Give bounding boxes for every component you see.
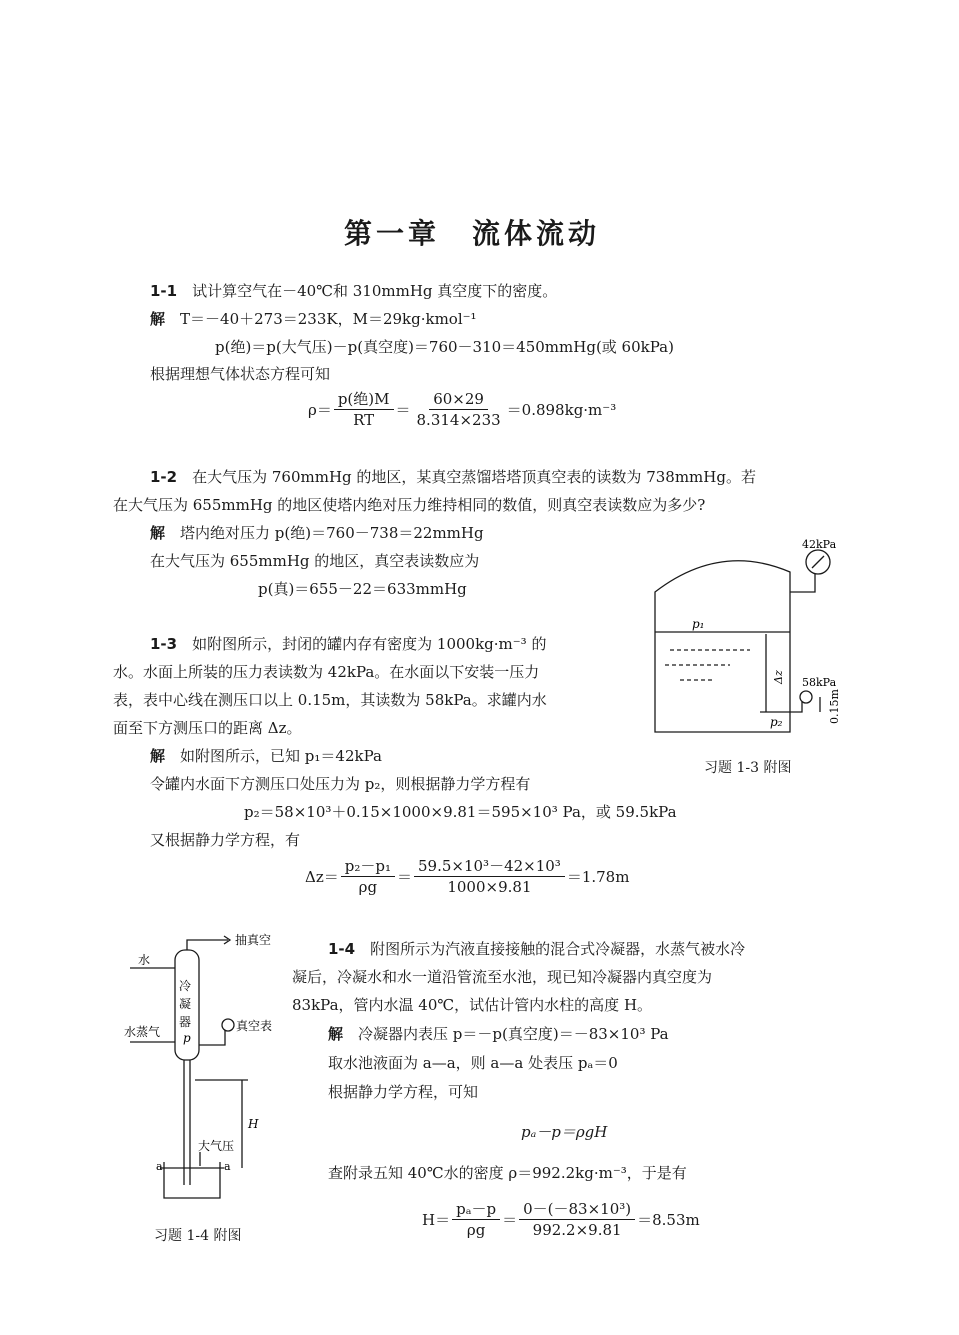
solution-label: 解 [150, 310, 166, 328]
side-gauge-pipe [790, 702, 802, 712]
problem-1-3-question-a [150, 633, 546, 654]
eq-rhs: ＝8.53m [637, 1211, 700, 1229]
problem-1-3-sol-line3: p₂＝58×10³＋0.15×1000×9.81＝595×10³ Pa，或 59.5kPa [244, 803, 677, 821]
a-right-label: a [224, 1160, 231, 1173]
problem-number: 1-3 [150, 635, 178, 653]
fraction [413, 390, 505, 429]
problem-1-1-sol-line3: 根据理想气体状态方程可知 [150, 365, 331, 383]
eq-lhs: H＝ [422, 1211, 451, 1229]
question-text: 如附图所示，封闭的罐内存有密度为 1000kg·m⁻³ 的 [192, 635, 547, 653]
p2-label: p₂ [770, 715, 783, 729]
H-label: H [248, 1117, 259, 1131]
solution-label: 解 [150, 524, 166, 542]
vacuum-gauge-label: 真空表 [236, 1019, 273, 1033]
gauge-needle [812, 556, 824, 568]
problem-1-2-sol-line1 [150, 522, 484, 543]
steam-in-label: 水蒸气 [124, 1025, 161, 1039]
problem-1-1-sol-line2: p(绝)＝p(大气压)－p(真空度)＝760－310＝450mmHg(或 60kPa) [215, 338, 674, 356]
problem-1-3-sol-line2: 令罐内水面下方测压口处压力为 p₂，则根据静力学方程有 [150, 775, 531, 793]
vacuum-gauge-icon [222, 1019, 234, 1031]
question-text: 在大气压为 760mmHg 的地区，某真空蒸馏塔塔顶真空表的读数为 738mmHg。若 [192, 468, 756, 486]
problem-1-3-question-c: 表，表中心线在测压口以上 0.15m，其读数为 58kPa。求罐内水 [113, 691, 547, 709]
problem-1-2-sol-line2: 在大气压为 655mmHg 的地区，真空表读数应为 [150, 552, 480, 570]
denominator: ρg [358, 878, 378, 896]
eq-rhs: ＝0.898kg·m⁻³ [506, 401, 617, 419]
denominator: 8.314×233 [416, 411, 501, 429]
problem-1-4-question-c: 83kPa，管内水温 40℃，试估计管内水柱的高度 H。 [292, 996, 653, 1014]
eq-rhs: ＝1.78m [566, 868, 630, 886]
problem-1-4-question-b: 凝后，冷凝水和水一道沿管流至水池，现已知冷凝器内真空度为 [292, 968, 713, 986]
problem-1-4-sol-line1 [328, 1023, 669, 1044]
figure-1-3-caption: 习题 1-3 附图 [704, 760, 792, 776]
side-gauge-icon [800, 691, 812, 703]
gauge-pipe [199, 1030, 225, 1045]
question-text: 试计算空气在－40℃和 310mmHg 真空度下的密度。 [192, 282, 558, 300]
problem-1-2-sol-line3: p(真)＝655－22＝633mmHg [258, 580, 467, 598]
figure-1-4-condenser-diagram [120, 930, 290, 1210]
condenser-label-1: 冷 [179, 979, 192, 993]
numerator: p(绝)M [334, 390, 394, 410]
eq-op: ＝ [502, 1211, 518, 1229]
fraction [519, 1200, 635, 1239]
vacuum-pipe [187, 940, 228, 950]
denominator: 992.2×9.81 [532, 1221, 622, 1239]
problem-1-4-sol-line2: 取水池液面为 a—a，则 a—a 处表压 pₐ＝0 [328, 1054, 618, 1072]
dz-label: Δz [772, 670, 785, 684]
fraction [341, 857, 395, 896]
p-label: p [183, 1031, 191, 1045]
condenser-label-3: 器 [179, 1015, 192, 1029]
top-gauge-pipe [790, 574, 815, 592]
problem-1-3-equation [305, 857, 629, 896]
gauge-side-label: 58kPa [802, 676, 837, 689]
problem-1-3-sol-line1 [150, 745, 382, 766]
solution-text: 冷凝器内表压 p＝－p(真空度)＝－83×10³ Pa [358, 1025, 669, 1043]
problem-1-4-equation [422, 1200, 700, 1239]
condenser-label-2: 凝 [179, 997, 192, 1011]
problem-1-3-question-d: 面至下方测压口的距离 Δz。 [113, 719, 302, 737]
figure-1-3-tank-diagram [640, 532, 850, 747]
denominator: RT [353, 411, 375, 429]
denominator: 1000×9.81 [447, 878, 532, 896]
fraction [334, 390, 394, 429]
p1-label: p₁ [692, 617, 705, 631]
problem-1-4-static-equation: pₐ－p＝ρgH [521, 1123, 608, 1141]
question-text: 附图所示为汽液直接接触的混合式冷凝器，水蒸气被水冷 [370, 940, 746, 958]
problem-number: 1-2 [150, 468, 178, 486]
eq-lhs: Δz＝ [305, 868, 339, 886]
problem-1-4-sol-line5: 查附录五知 40℃水的密度 ρ＝992.2kg·m⁻³，于是有 [328, 1164, 687, 1182]
problem-number: 1-1 [150, 282, 178, 300]
solution-label: 解 [328, 1025, 344, 1043]
problem-1-4-sol-line3: 根据静力学方程，可知 [328, 1083, 479, 1101]
solution-label: 解 [150, 747, 166, 765]
problem-1-2-question-b: 在大气压为 655mmHg 的地区使塔内绝对压力维持相同的数值，则真空表读数应为多少? [113, 496, 706, 514]
numerator: 0－(－83×10³) [519, 1200, 635, 1220]
problem-1-4-question-a [328, 938, 745, 959]
tank-outline [655, 561, 790, 732]
problem-1-1-question [150, 280, 557, 301]
a-left-label: a [156, 1160, 163, 1173]
problem-1-3-question-b: 水。水面上所装的压力表读数为 42kPa。在水面以下安装一压力 [113, 663, 540, 681]
problem-number: 1-4 [328, 940, 356, 958]
chapter-title: 第一章 流体流动 [344, 217, 601, 250]
solution-text: 塔内绝对压力 p(绝)＝760－738＝22mmHg [180, 524, 484, 542]
denominator: ρg [466, 1221, 486, 1239]
problem-1-1-equation [308, 390, 616, 429]
figure-1-4-caption: 习题 1-4 附图 [154, 1228, 242, 1244]
problem-1-3-sol-line4: 又根据静力学方程，有 [150, 831, 301, 849]
water-in-label: 水 [138, 953, 151, 967]
h-label: 0.15m [828, 689, 841, 724]
eq-op: ＝ [396, 868, 412, 886]
eq-lhs: ρ＝ [308, 401, 332, 419]
eq-op: ＝ [395, 401, 411, 419]
numerator: 59.5×10³－42×10³ [414, 857, 565, 877]
numerator: p₂－p₁ [341, 857, 395, 877]
solution-text: 如附图所示，已知 p₁＝42kPa [180, 747, 382, 765]
solution-text: T＝－40＋273＝233K，M＝29kg·kmol⁻¹ [180, 310, 477, 328]
problem-1-2-question-a [150, 466, 756, 487]
fraction [414, 857, 565, 896]
vacuum-out-label: 抽真空 [235, 933, 272, 947]
gauge-top-label: 42kPa [802, 538, 837, 551]
fraction [452, 1200, 500, 1239]
atm-label: 大气压 [198, 1139, 235, 1153]
numerator: 60×29 [429, 390, 488, 410]
problem-1-1-sol-line1 [150, 308, 477, 329]
numerator: pₐ－p [452, 1200, 500, 1220]
